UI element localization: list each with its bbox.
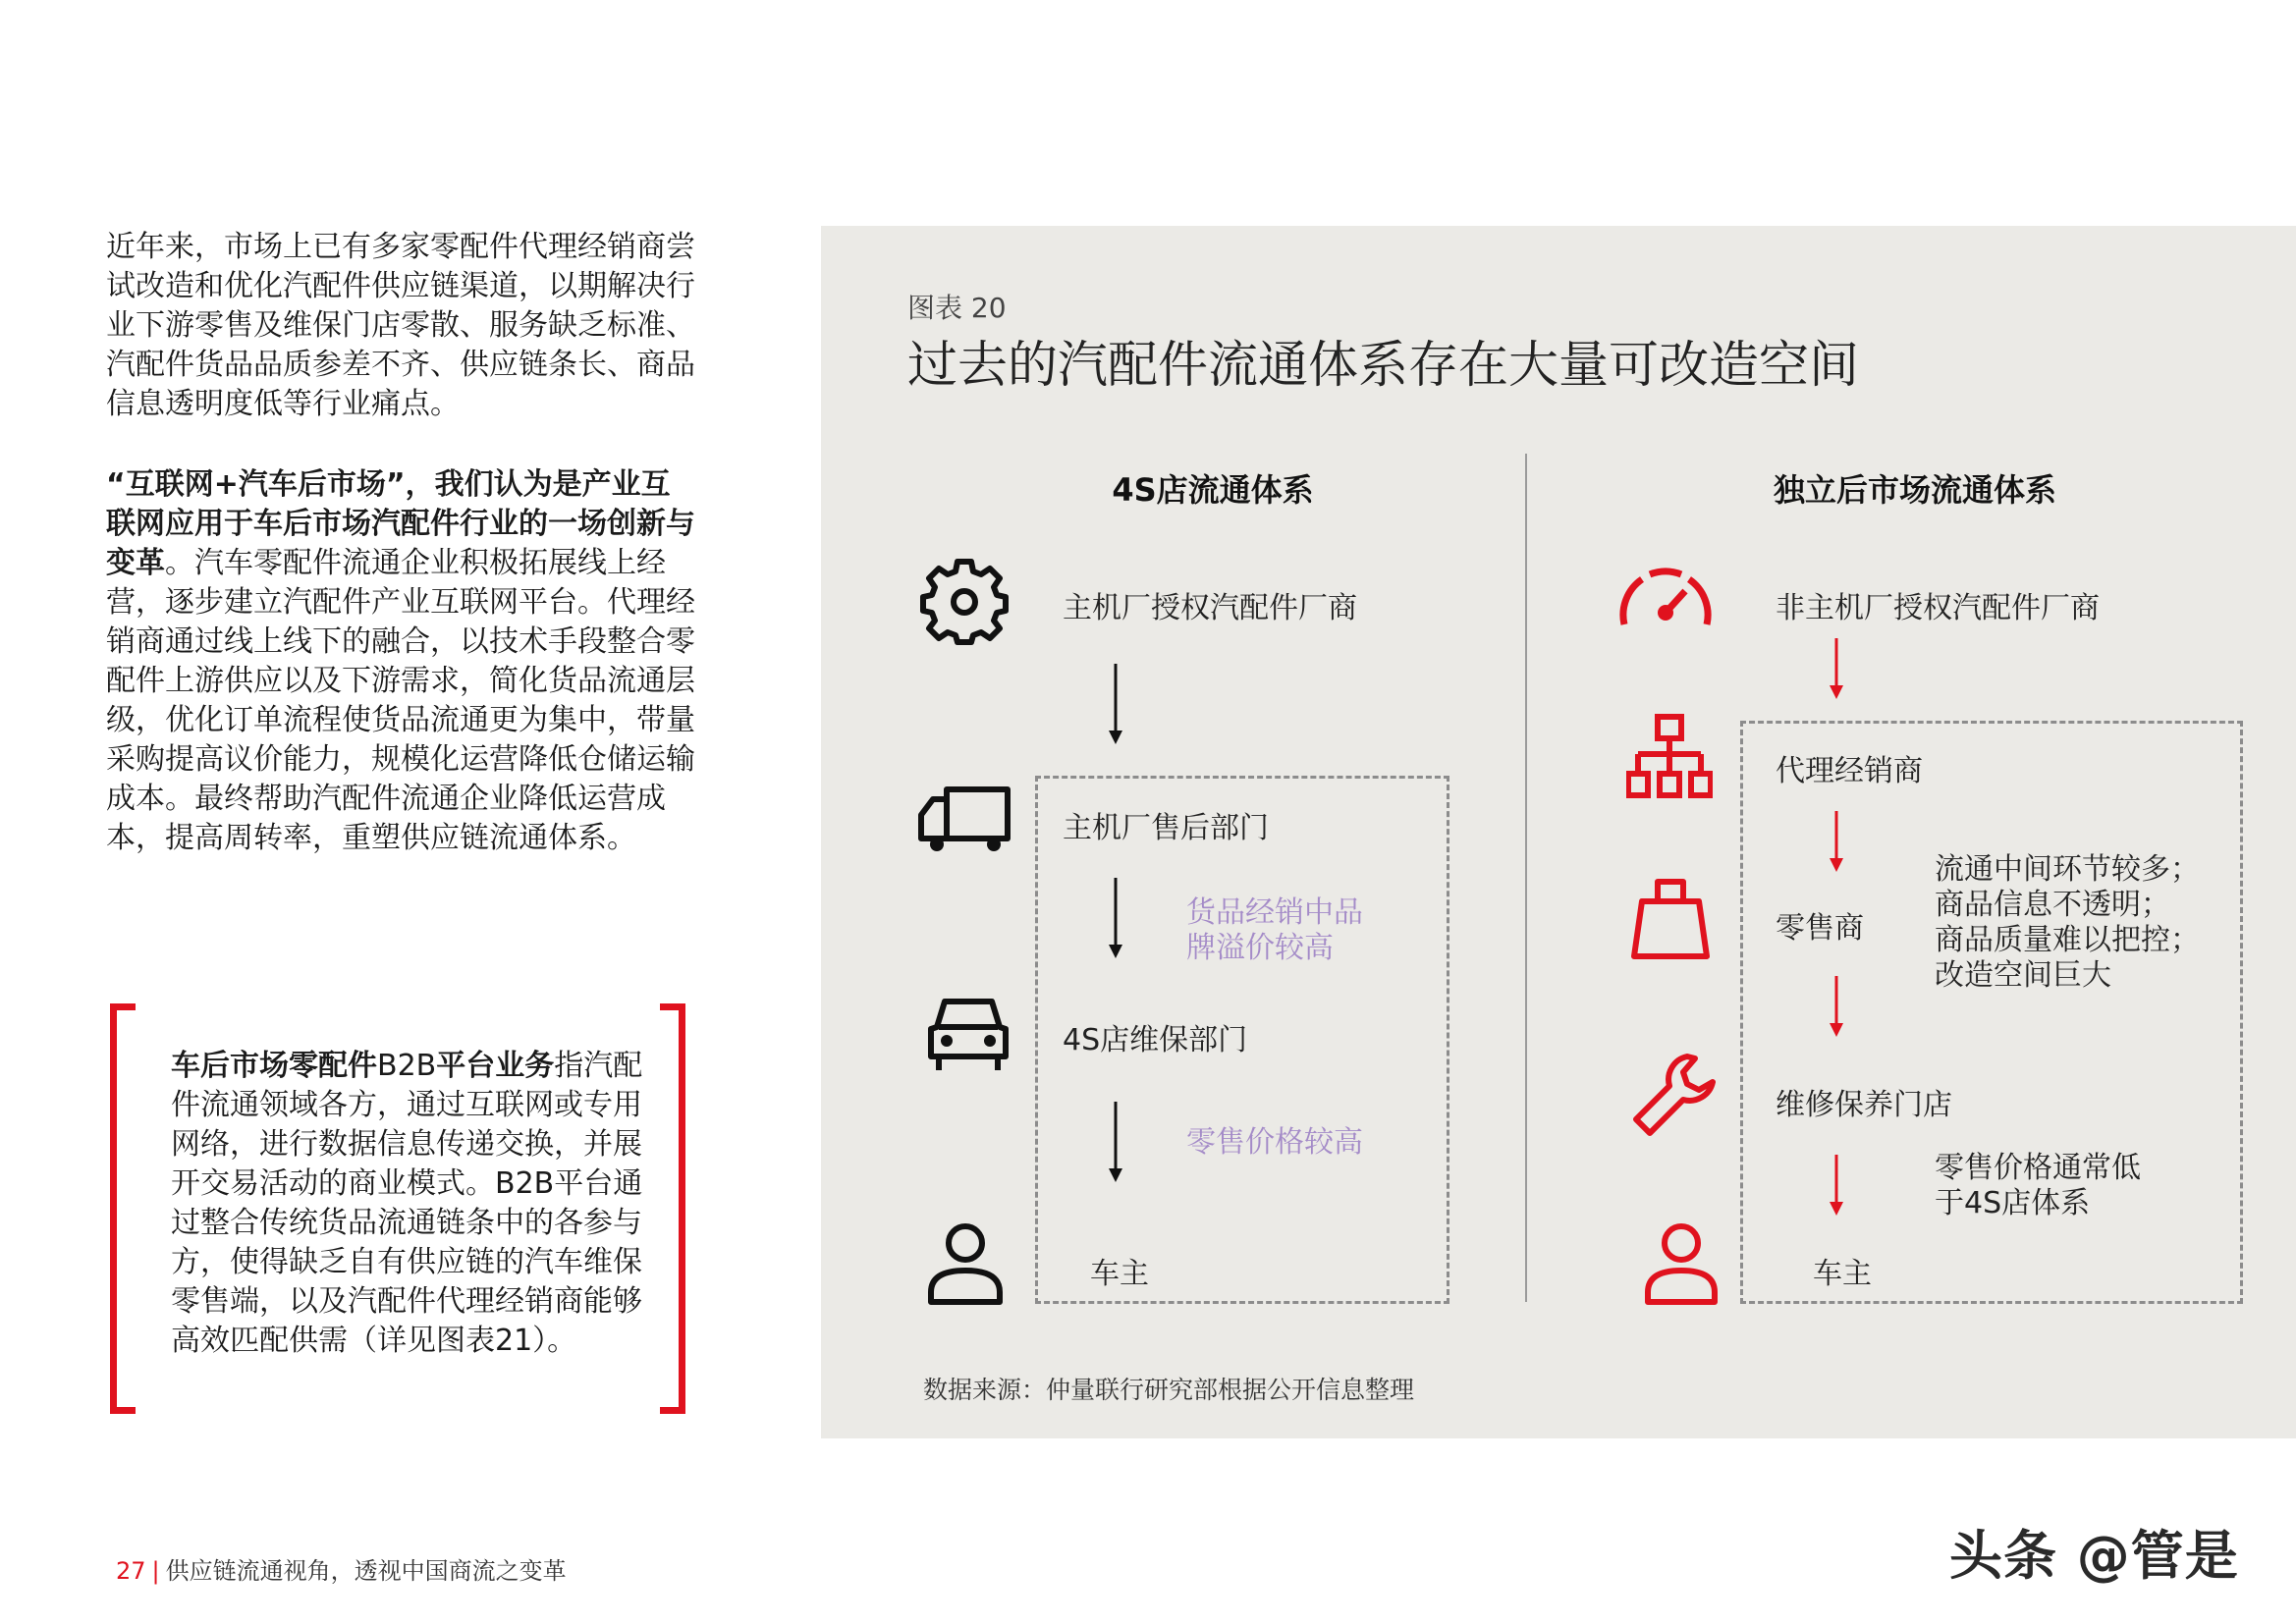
column-divider bbox=[1525, 454, 1527, 1302]
figure-label: 图表 20 bbox=[907, 292, 1007, 324]
speedometer-icon bbox=[1616, 562, 1715, 632]
right-note-issues-line4: 改造空间巨大 bbox=[1935, 958, 2111, 993]
left-step-owner: 车主 bbox=[1090, 1257, 1149, 1291]
right-note-issues bbox=[1935, 852, 2200, 994]
right-note-price-line1: 零售价格通常低 bbox=[1935, 1151, 2141, 1185]
internet-aftermarket-paragraph bbox=[106, 465, 695, 858]
left-note-premium-line1: 货品经销中品 bbox=[1186, 895, 1363, 930]
left-note-premium bbox=[1186, 895, 1363, 966]
left-note-price: 零售价格较高 bbox=[1186, 1125, 1363, 1160]
right-step-non-oem-supplier: 非主机厂授权汽配件厂商 bbox=[1776, 591, 2100, 625]
para2-bold: “互联网+汽车后市场”，我们认为是产业互联网应用于车后市场汽配件行业的一场创新与变革 bbox=[106, 467, 695, 580]
right-step-repair-shop: 维修保养门店 bbox=[1776, 1088, 1952, 1122]
watermark: 头条 @管是 bbox=[1949, 1525, 2239, 1587]
callout-rest: 指汽配件流通领域各方，通过互联网或专用网络，进行数据信息传递交换，并展开交易活动的商业模式。B2B平台通过整合传统货品流通链条中的各参与方，使得缺乏自有供应链的汽车维保零售端，以及汽配件代理经销商能够高效匹配供需（详见图表21）。 bbox=[171, 1049, 643, 1358]
para2-rest: 。汽车零配件流通企业积极拓展线上经营，逐步建立汽配件产业互联网平台。代理经销商通过线上线下的融合，以技术手段整合零配件上游供应以及下游需求，简化货品流通层级，优化订单流程使货品流通更为集中，带量采购提高议价能力，规模化运营降低仓储运输成本。最终帮助汽配件流通企业降低运营成本，提高周转率，重塑供应链流通体系。 bbox=[106, 546, 695, 855]
left-arrow-2 bbox=[1106, 878, 1125, 960]
right-step-distributor: 代理经销商 bbox=[1776, 754, 1923, 788]
figure-title: 过去的汽配件流通体系存在大量可改造空间 bbox=[907, 337, 1860, 395]
left-step-4s-service: 4S店维保部门 bbox=[1063, 1023, 1248, 1057]
callout-bold-2: 平台业务 bbox=[436, 1049, 555, 1083]
data-source: 数据来源：仲量联行研究部根据公开信息整理 bbox=[923, 1376, 1415, 1404]
footer-separator: | bbox=[151, 1557, 160, 1585]
intro-paragraph: 近年来，市场上已有多家零配件代理经销商尝试改造和优化汽配件供应链渠道，以期解决行业下游零售及维保门店零散、服务缺乏标准、汽配件货品品质参差不齐、供应链条长、商品信息透明度低等行业痛点。 bbox=[106, 230, 695, 421]
right-arrow-3 bbox=[1827, 976, 1846, 1039]
right-arrow-4 bbox=[1827, 1155, 1846, 1218]
right-note-price-line2: 于4S店体系 bbox=[1935, 1186, 2091, 1220]
wrench-icon bbox=[1630, 1051, 1719, 1139]
right-note-issues-line3: 商品质量难以把控； bbox=[1935, 923, 2200, 957]
org-chart-icon bbox=[1626, 713, 1713, 801]
right-note-price bbox=[1935, 1151, 2141, 1221]
callout-b2b: B2B bbox=[377, 1049, 437, 1083]
page-number: 27 bbox=[116, 1557, 146, 1585]
truck-icon bbox=[917, 785, 1013, 854]
right-step-retailer: 零售商 bbox=[1776, 911, 1864, 946]
right-note-issues-line1: 流通中间环节较多； bbox=[1935, 852, 2200, 887]
right-step-owner: 车主 bbox=[1813, 1257, 1872, 1291]
shopping-bag-icon bbox=[1630, 874, 1711, 960]
callout-text bbox=[171, 1047, 662, 1361]
car-icon bbox=[927, 996, 1010, 1074]
right-arrow-1 bbox=[1827, 638, 1846, 701]
left-arrow-1 bbox=[1106, 664, 1125, 746]
right-bracket bbox=[660, 1003, 685, 1414]
left-arrow-3 bbox=[1106, 1102, 1125, 1184]
left-column-heading: 4S店流通体系 bbox=[1112, 471, 1314, 509]
left-step-aftersales: 主机厂售后部门 bbox=[1063, 811, 1269, 845]
footer-title: 供应链流通视角，透视中国商流之变革 bbox=[165, 1557, 567, 1585]
person-icon bbox=[927, 1221, 1004, 1306]
right-note-issues-line2: 商品信息不透明； bbox=[1935, 888, 2170, 922]
definition-callout bbox=[110, 1003, 685, 1414]
left-bracket bbox=[110, 1003, 136, 1414]
person-icon-red bbox=[1644, 1221, 1719, 1306]
right-column-heading: 独立后市场流通体系 bbox=[1773, 471, 2056, 509]
callout-bold-1: 车后市场零配件 bbox=[171, 1049, 377, 1083]
right-arrow-2 bbox=[1827, 811, 1846, 874]
left-step-oem-supplier: 主机厂授权汽配件厂商 bbox=[1063, 591, 1357, 625]
gear-icon bbox=[919, 556, 1010, 646]
page-footer bbox=[116, 1551, 567, 1586]
left-note-premium-line2: 牌溢价较高 bbox=[1186, 931, 1334, 965]
